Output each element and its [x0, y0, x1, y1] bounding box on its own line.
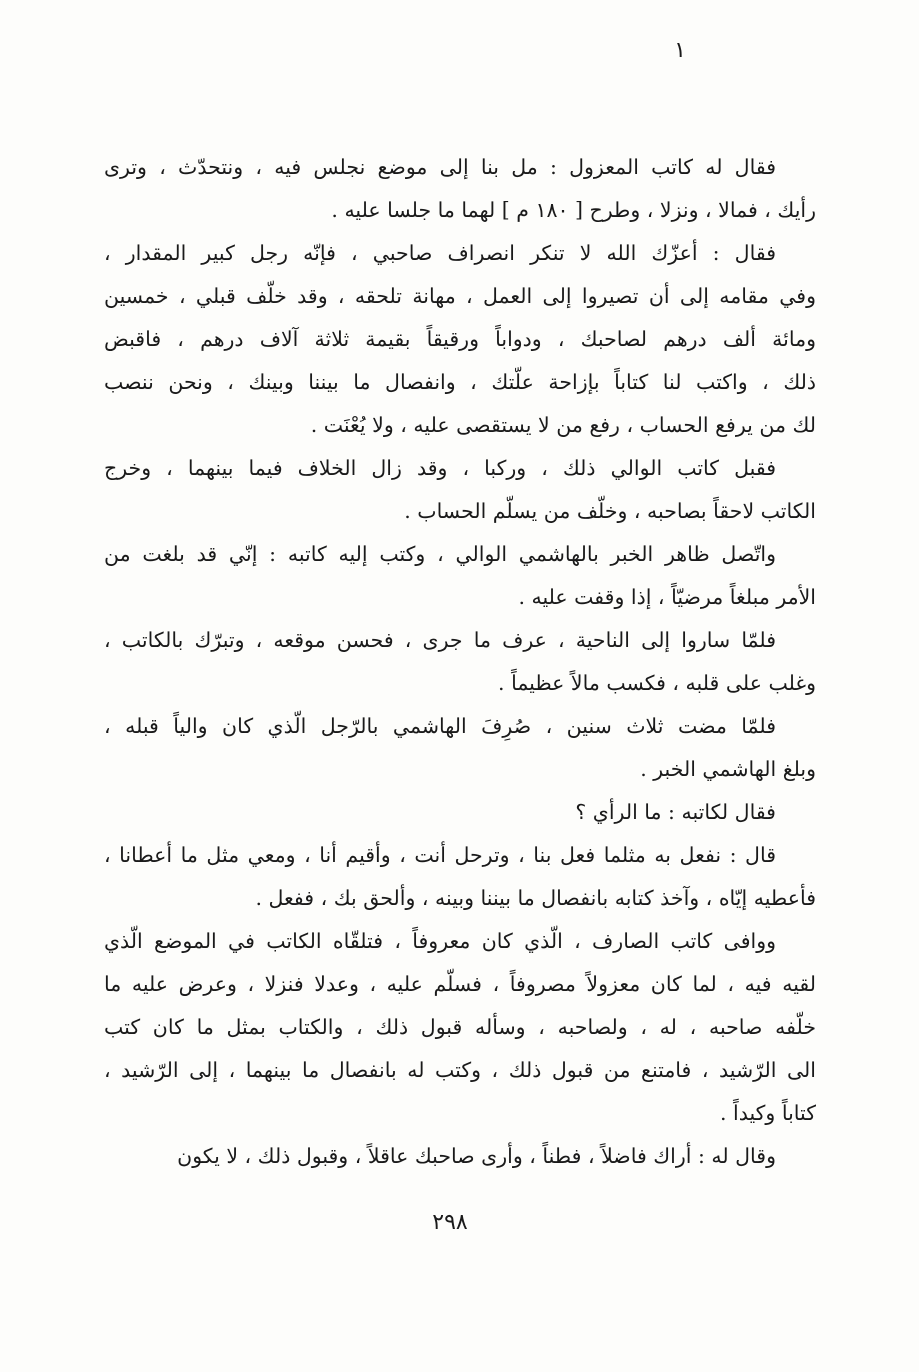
text-line: قال : نفعل به مثلما فعل بنا ، وترحل أنت ، وأقيم أنا ، ومعي مثل ما أعطانا ، [104, 843, 776, 867]
text-line: ذلك ، واكتب لنا كتاباً بإزاحة علّتك ، وانفصال ما بيننا وبينك ، ونحن ننصب [104, 370, 816, 394]
text-line: الكاتب لاحقاً بصاحبه ، وخلّف من يسلّم الحساب . [404, 499, 816, 523]
text-line: لقيه فيه ، لما كان معزولاً مصروفاً ، فسلّم عليه ، وعدلا فنزلا ، وعرض عليه ما [104, 972, 816, 996]
text-line: الأمر مبلغاً مرضيّاً ، إذا وقفت عليه . [518, 585, 816, 609]
text-line: فقال له كاتب المعزول : مل بنا إلى موضع نجلس فيه ، ونتحدّث ، وترى [104, 155, 776, 179]
text-line: وفي مقامه إلى أن تصيروا إلى العمل ، مهانة تلحقه ، وقد خلّف قبلي ، خمسين [104, 284, 816, 308]
page-number: ٢٩٨ [432, 1210, 468, 1235]
text-line: خلّفه صاحبه ، له ، ولصاحبه ، وسأله قبول ذلك ، والكتاب بمثل ما كان كتب [104, 1015, 816, 1039]
text-line: لك من يرفع الحساب ، رفع من لا يستقصى عليه ، ولا يُعْنَت . [310, 413, 816, 437]
paragraph [104, 232, 816, 447]
text-line: كتاباً وكيداً . [720, 1101, 816, 1125]
text-body [104, 146, 816, 1178]
text-line: واتّصل ظاهر الخبر بالهاشمي الوالي ، وكتب إليه كاتبه : إنّي قد بلغت من [104, 542, 776, 566]
text-line: فأعطيه إيّاه ، وآخذ كتابه بانفصال ما بيننا وبينه ، وألحق بك ، ففعل . [255, 886, 816, 910]
text-line: فلمّا مضت ثلاث سنين ، صُرِفَ الهاشمي بالرّجل الّذي كان والياً قبله ، [104, 714, 776, 738]
paragraph [104, 146, 816, 232]
text-line: رأيك ، فمالا ، ونزلا ، وطرح [ ١٨٠ م ] لهما ما جلسا عليه . [331, 198, 816, 222]
text-line: فقال : أعزّك الله لا تنكر انصراف صاحبي ، فإنّه رجل كبير المقدار ، [104, 241, 776, 265]
paragraph [104, 705, 816, 791]
text-line: ومائة ألف درهم لصاحبك ، ودواباً ورقيقاً بقيمة ثلاثة آلاف درهم ، فاقبض [104, 327, 816, 351]
text-line: وبلغ الهاشمي الخبر . [640, 757, 816, 781]
header-mark: ١ [674, 38, 686, 63]
paragraph [104, 533, 816, 619]
paragraph [104, 920, 816, 1135]
paragraph [104, 1135, 816, 1178]
text-line: وغلب على قلبه ، فكسب مالاً عظيماً . [498, 671, 816, 695]
paragraph [104, 834, 816, 920]
text-line: فلمّا ساروا إلى الناحية ، عرف ما جرى ، فحسن موقعه ، وتبرّك بالكاتب ، [104, 628, 776, 652]
text-line: فقال لكاتبه : ما الرأي ؟ [575, 800, 776, 824]
paragraph [104, 619, 816, 705]
text-line: الى الرّشيد ، فامتنع من قبول ذلك ، وكتب له بانفصال ما بينهما ، إلى الرّشيد ، [104, 1058, 816, 1082]
paragraph [104, 791, 816, 834]
paragraph [104, 447, 816, 533]
text-line: وقال له : أراك فاضلاً ، فطناً ، وأرى صاحبك عاقلاً ، وقبول ذلك ، لا يكون [177, 1144, 776, 1168]
text-line: ووافى كاتب الصارف ، الّذي كان معروفاً ، فتلقّاه الكاتب في الموضع الّذي [104, 929, 776, 953]
text-line: فقبل كاتب الوالي ذلك ، وركبا ، وقد زال الخلاف فيما بينهما ، وخرج [104, 456, 776, 480]
